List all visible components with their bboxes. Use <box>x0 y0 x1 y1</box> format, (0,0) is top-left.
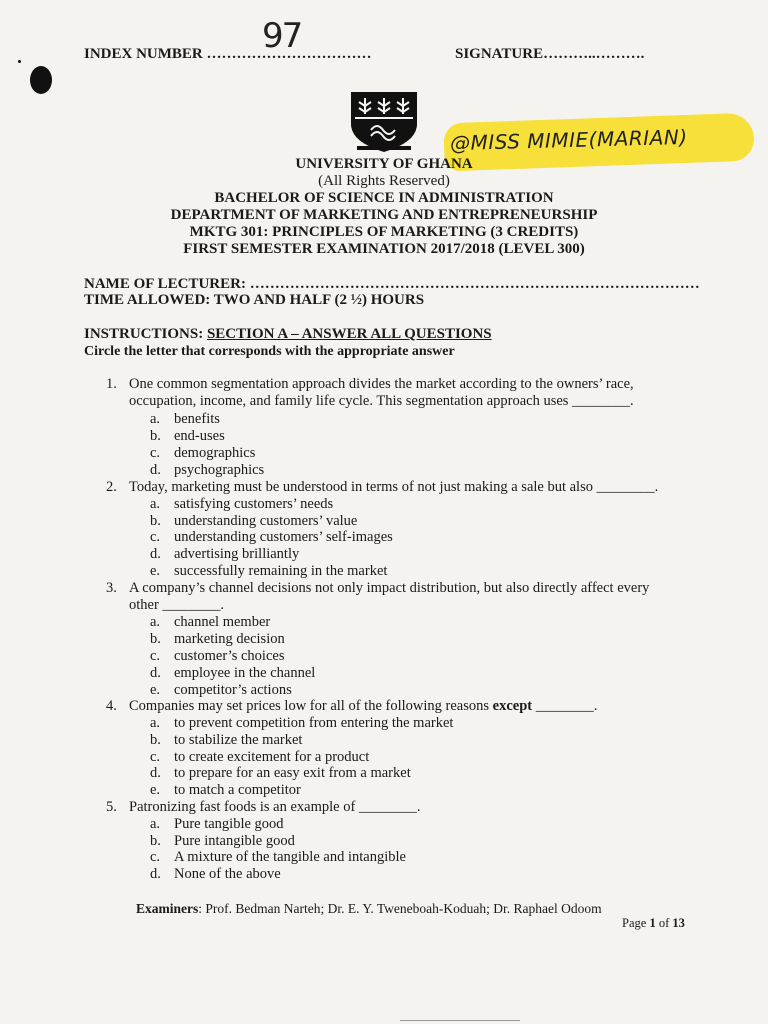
question-5 <box>106 799 696 816</box>
option-4c: c. to create excitement for a product <box>150 749 370 765</box>
question-4 <box>106 698 696 715</box>
instructions-subline: Circle the letter that corresponds with the appropriate answer <box>84 344 455 359</box>
question-number: 5. <box>106 799 117 815</box>
examiners-line <box>136 901 602 917</box>
question-text-line: Companies may set prices low for all of the following reasons except ________. <box>129 698 598 714</box>
instructions-prefix: INSTRUCTIONS: <box>84 326 207 342</box>
option-3e: e. competitor’s actions <box>150 682 292 698</box>
instructions-heading <box>84 326 492 343</box>
option-1d: d. psychographics <box>150 462 265 478</box>
option-2b: b. understanding customers’ value <box>150 513 358 529</box>
index-number-label: INDEX NUMBER …………………………… <box>84 46 372 62</box>
option-5a: a. Pure tangible good <box>150 816 284 832</box>
option-4d: d. to prepare for an easy exit from a market <box>150 765 411 781</box>
question-3 <box>106 580 696 614</box>
option-4a: a. to prevent competition from entering the market <box>150 715 454 731</box>
examiners-label: Examiners <box>136 901 199 916</box>
ink-blot <box>30 66 52 94</box>
examiners-names: : Prof. Bedman Narteh; Dr. E. Y. Tweneboah-Koduah; Dr. Raphael Odoom <box>198 901 602 916</box>
instructions-section: SECTION A – ANSWER ALL QUESTIONS <box>206 326 492 342</box>
option-1c: c. demographics <box>150 445 256 461</box>
option-5b: b. Pure intangible good <box>150 833 295 849</box>
option-3b: b. marketing decision <box>150 631 285 647</box>
page-bottom-rule <box>400 1020 520 1021</box>
option-5d: d. None of the above <box>150 866 281 882</box>
page-number: Page 1 of 13 <box>622 916 685 930</box>
degree-title: BACHELOR OF SCIENCE IN ADMINISTRATION <box>214 190 554 206</box>
question-number: 3. <box>106 580 117 596</box>
option-3d: d. employee in the channel <box>150 665 316 681</box>
except-emphasis: except <box>492 698 533 714</box>
handwritten-mark: 97 <box>262 16 302 56</box>
option-2d: d. advertising brilliantly <box>150 546 300 562</box>
course-title: MKTG 301: PRINCIPLES OF MARKETING (3 CREDITS) <box>189 224 579 240</box>
option-2a: a. satisfying customers’ needs <box>150 496 334 512</box>
watermark-text: @MISS MIMIE(MARIAN) <box>449 124 688 156</box>
lecturer-name-line: NAME OF LECTURER: ……………………………………………………………………………… <box>84 276 700 292</box>
question-text-line: occupation, income, and family life cycle. This segmentation approach uses ________. <box>129 393 634 409</box>
department-title: DEPARTMENT OF MARKETING AND ENTREPRENEURSHIP <box>170 207 598 223</box>
option-5c: c. A mixture of the tangible and intangible <box>150 849 406 865</box>
ink-dot <box>18 60 21 63</box>
question-text-line: A company’s channel decisions not only impact distribution, but also directly affect every <box>129 580 650 596</box>
question-text-line: other ________. <box>129 597 225 613</box>
question-1 <box>106 376 696 410</box>
question-text-line: Patronizing fast foods is an example of ________. <box>129 799 421 815</box>
university-name: UNIVERSITY OF GHANA <box>295 156 473 172</box>
rights-reserved: (All Rights Reserved) <box>318 173 450 189</box>
option-4e: e. to match a competitor <box>150 782 301 798</box>
university-crest-icon <box>349 90 419 154</box>
question-text-line: Today, marketing must be understood in terms of not just making a sale but also ________. <box>129 479 659 495</box>
option-1a: a. benefits <box>150 411 220 427</box>
option-4b: b. to stabilize the market <box>150 732 303 748</box>
option-3c: c. customer’s choices <box>150 648 285 664</box>
question-number: 2. <box>106 479 117 495</box>
signature-label: SIGNATURE………..………. <box>455 46 645 62</box>
option-2c: c. understanding customers’ self-images <box>150 529 393 545</box>
question-2 <box>106 479 696 496</box>
time-allowed-line: TIME ALLOWED: TWO AND HALF (2 ½) HOURS <box>84 292 425 308</box>
question-text-line: One common segmentation approach divides the market according to the owners’ race, <box>129 376 634 392</box>
option-1b: b. end-uses <box>150 428 225 444</box>
exam-title: FIRST SEMESTER EXAMINATION 2017/2018 (LEVEL 300) <box>183 241 585 257</box>
question-number: 1. <box>106 376 117 392</box>
question-number: 4. <box>106 698 117 714</box>
option-3a: a. channel member <box>150 614 271 630</box>
option-2e: e. successfully remaining in the market <box>150 563 388 579</box>
